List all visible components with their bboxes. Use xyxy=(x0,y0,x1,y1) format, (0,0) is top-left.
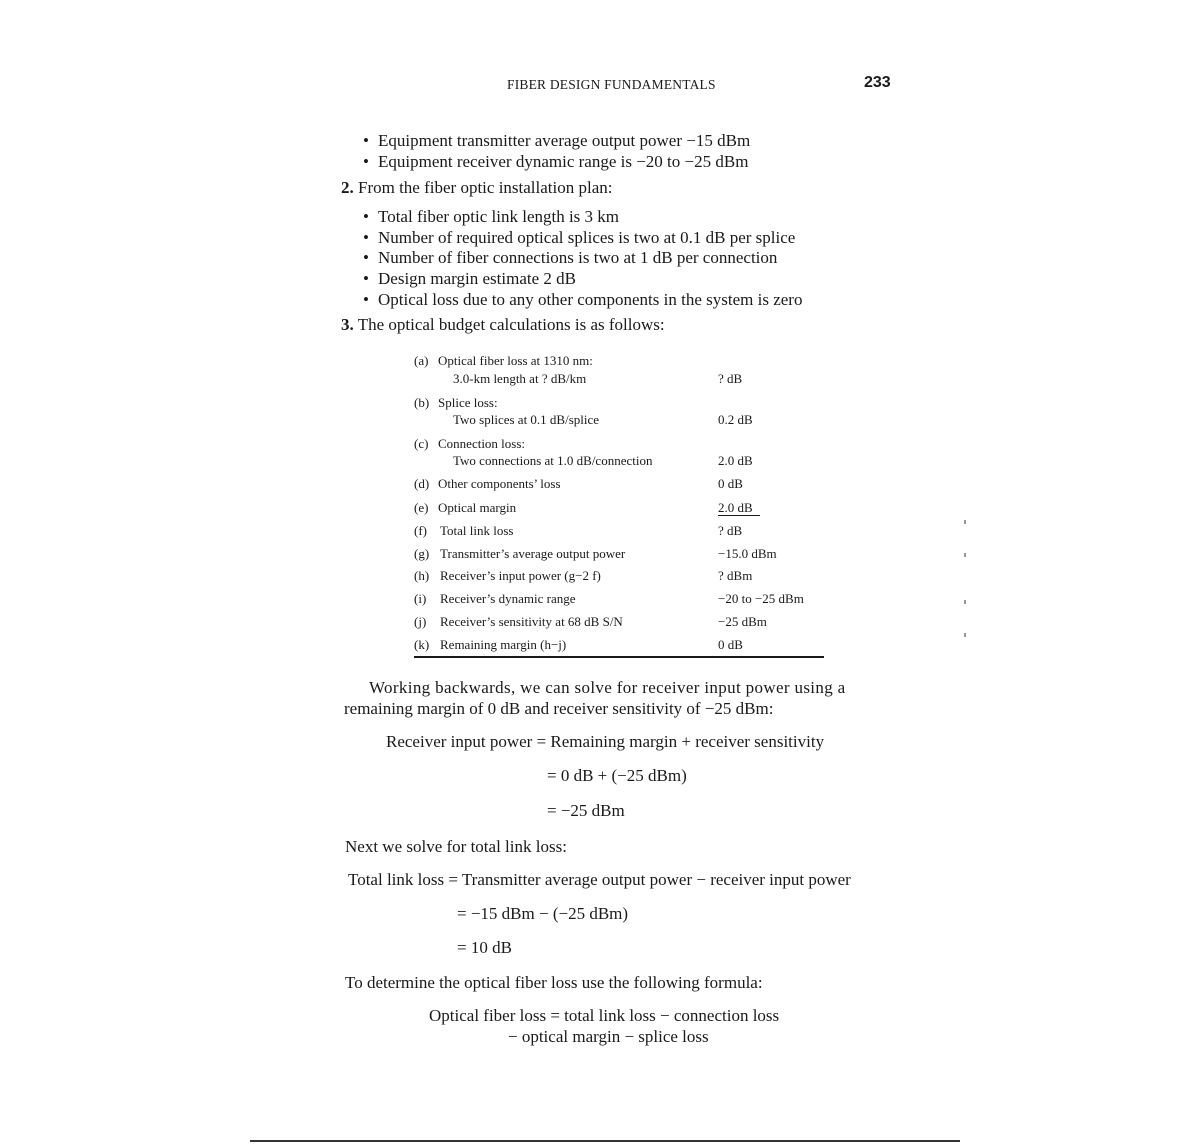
equation-line: = −25 dBm xyxy=(547,801,625,820)
page-number: 233 xyxy=(864,74,891,91)
table-row-label: (e) xyxy=(414,500,429,515)
equation-line: Total link loss = Transmitter average output power − receiver input power xyxy=(348,870,851,889)
scan-speck xyxy=(964,600,966,604)
bullet-icon: • xyxy=(363,290,369,309)
table-row-label: (j) xyxy=(414,614,427,629)
paragraph-line: Working backwards, we can solve for receiver input power using a xyxy=(369,678,846,697)
equation-line: − optical margin − splice loss xyxy=(508,1027,709,1046)
paragraph-line: To determine the optical fiber loss use the following formula: xyxy=(345,973,763,992)
bullet-item: • Total fiber optic link length is 3 km xyxy=(363,207,620,226)
bullet-icon: • xyxy=(363,207,369,226)
bullet-item: • Optical loss due to any other components in the system is zero xyxy=(363,290,803,309)
equation-line: = 10 dB xyxy=(457,938,512,957)
table-row-desc: Transmitter’s average output power xyxy=(440,546,626,561)
bullet-icon: • xyxy=(363,131,369,150)
running-header: FIBER DESIGN FUNDAMENTALS xyxy=(507,77,716,92)
bullet-item: • Design margin estimate 2 dB xyxy=(363,269,576,288)
bullet-icon: • xyxy=(363,269,369,288)
equation-line: Optical fiber loss = total link loss − connection loss xyxy=(429,1006,780,1025)
page-edge-line xyxy=(250,1140,960,1142)
bullet-icon: • xyxy=(363,228,369,247)
table-row-desc: Splice loss: xyxy=(438,395,498,410)
bullet-icon: • xyxy=(363,248,369,267)
table-row-value: 0 dB xyxy=(718,637,743,652)
equation-line: = −15 dBm − (−25 dBm) xyxy=(457,904,629,923)
table-row-desc: Receiver’s sensitivity at 68 dB S/N xyxy=(440,614,623,629)
equation-line: Receiver input power = Remaining margin + receiver sensitivity xyxy=(386,732,825,751)
table-row-label: (c) xyxy=(414,436,429,451)
bullet-item: • Number of fiber connections is two at 1 dB per connection xyxy=(363,248,778,267)
table-row-value: 0 dB xyxy=(718,476,743,491)
table-row-label: (g) xyxy=(414,546,430,561)
table-row-value: −25 dBm xyxy=(718,614,767,629)
bullet-item: • Equipment receiver dynamic range is −20 to −25 dBm xyxy=(363,152,749,171)
table-row-desc: Other components’ loss xyxy=(438,476,561,491)
list-item-2: 2. From the fiber optic installation plan: xyxy=(341,178,613,197)
table-row-value: ? dB xyxy=(718,371,743,386)
table-row-label: (d) xyxy=(414,476,430,491)
bullet-item: • Number of required optical splices is two at 0.1 dB per splice xyxy=(363,228,796,247)
scan-speck xyxy=(964,633,966,637)
scan-speck xyxy=(964,553,966,557)
list-item-3: 3. The optical budget calculations is as follows: xyxy=(341,315,665,334)
table-row-desc: Optical fiber loss at 1310 nm: xyxy=(438,353,593,368)
table-row-label: (k) xyxy=(414,637,430,652)
scan-speck xyxy=(964,520,966,524)
table-row-label: (h) xyxy=(414,568,430,583)
bullet-item: • Equipment transmitter average output power −15 dBm xyxy=(363,131,751,150)
table-row-label: (f) xyxy=(414,523,427,538)
table-row-value: ? dB xyxy=(718,523,743,538)
table-row-desc: Optical margin xyxy=(438,500,517,515)
equation-line: = 0 dB + (−25 dBm) xyxy=(547,766,687,785)
paragraph-line: Next we solve for total link loss: xyxy=(345,837,567,856)
table-row-sub: Two splices at 0.1 dB/splice xyxy=(453,412,600,427)
table-row-desc: Total link loss xyxy=(440,523,514,538)
sum-underline xyxy=(718,515,760,516)
table-row-value: 2.0 dB xyxy=(718,500,753,515)
bullet-icon: • xyxy=(363,152,369,171)
table-row-desc: Receiver’s input power (g−2 f) xyxy=(440,568,601,583)
table-row-label: (a) xyxy=(414,353,429,368)
table-row-sub: 3.0-km length at ? dB/km xyxy=(453,371,587,386)
table-row-value: −20 to −25 dBm xyxy=(718,591,804,606)
table-row-label: (i) xyxy=(414,591,427,606)
table-row-value: 2.0 dB xyxy=(718,453,753,468)
paragraph-line: remaining margin of 0 dB and receiver sensitivity of −25 dBm: xyxy=(344,699,774,718)
table-bottom-rule xyxy=(414,656,824,658)
table-row-sub: Two connections at 1.0 dB/connection xyxy=(453,453,653,468)
table-row-value: −15.0 dBm xyxy=(718,546,777,561)
table-row-label: (b) xyxy=(414,395,430,410)
table-row-value: 0.2 dB xyxy=(718,412,753,427)
table-row-desc: Connection loss: xyxy=(438,436,526,451)
table-row-desc: Remaining margin (h−j) xyxy=(440,637,567,652)
table-row-value: ? dBm xyxy=(718,568,753,583)
table-row-desc: Receiver’s dynamic range xyxy=(440,591,576,606)
